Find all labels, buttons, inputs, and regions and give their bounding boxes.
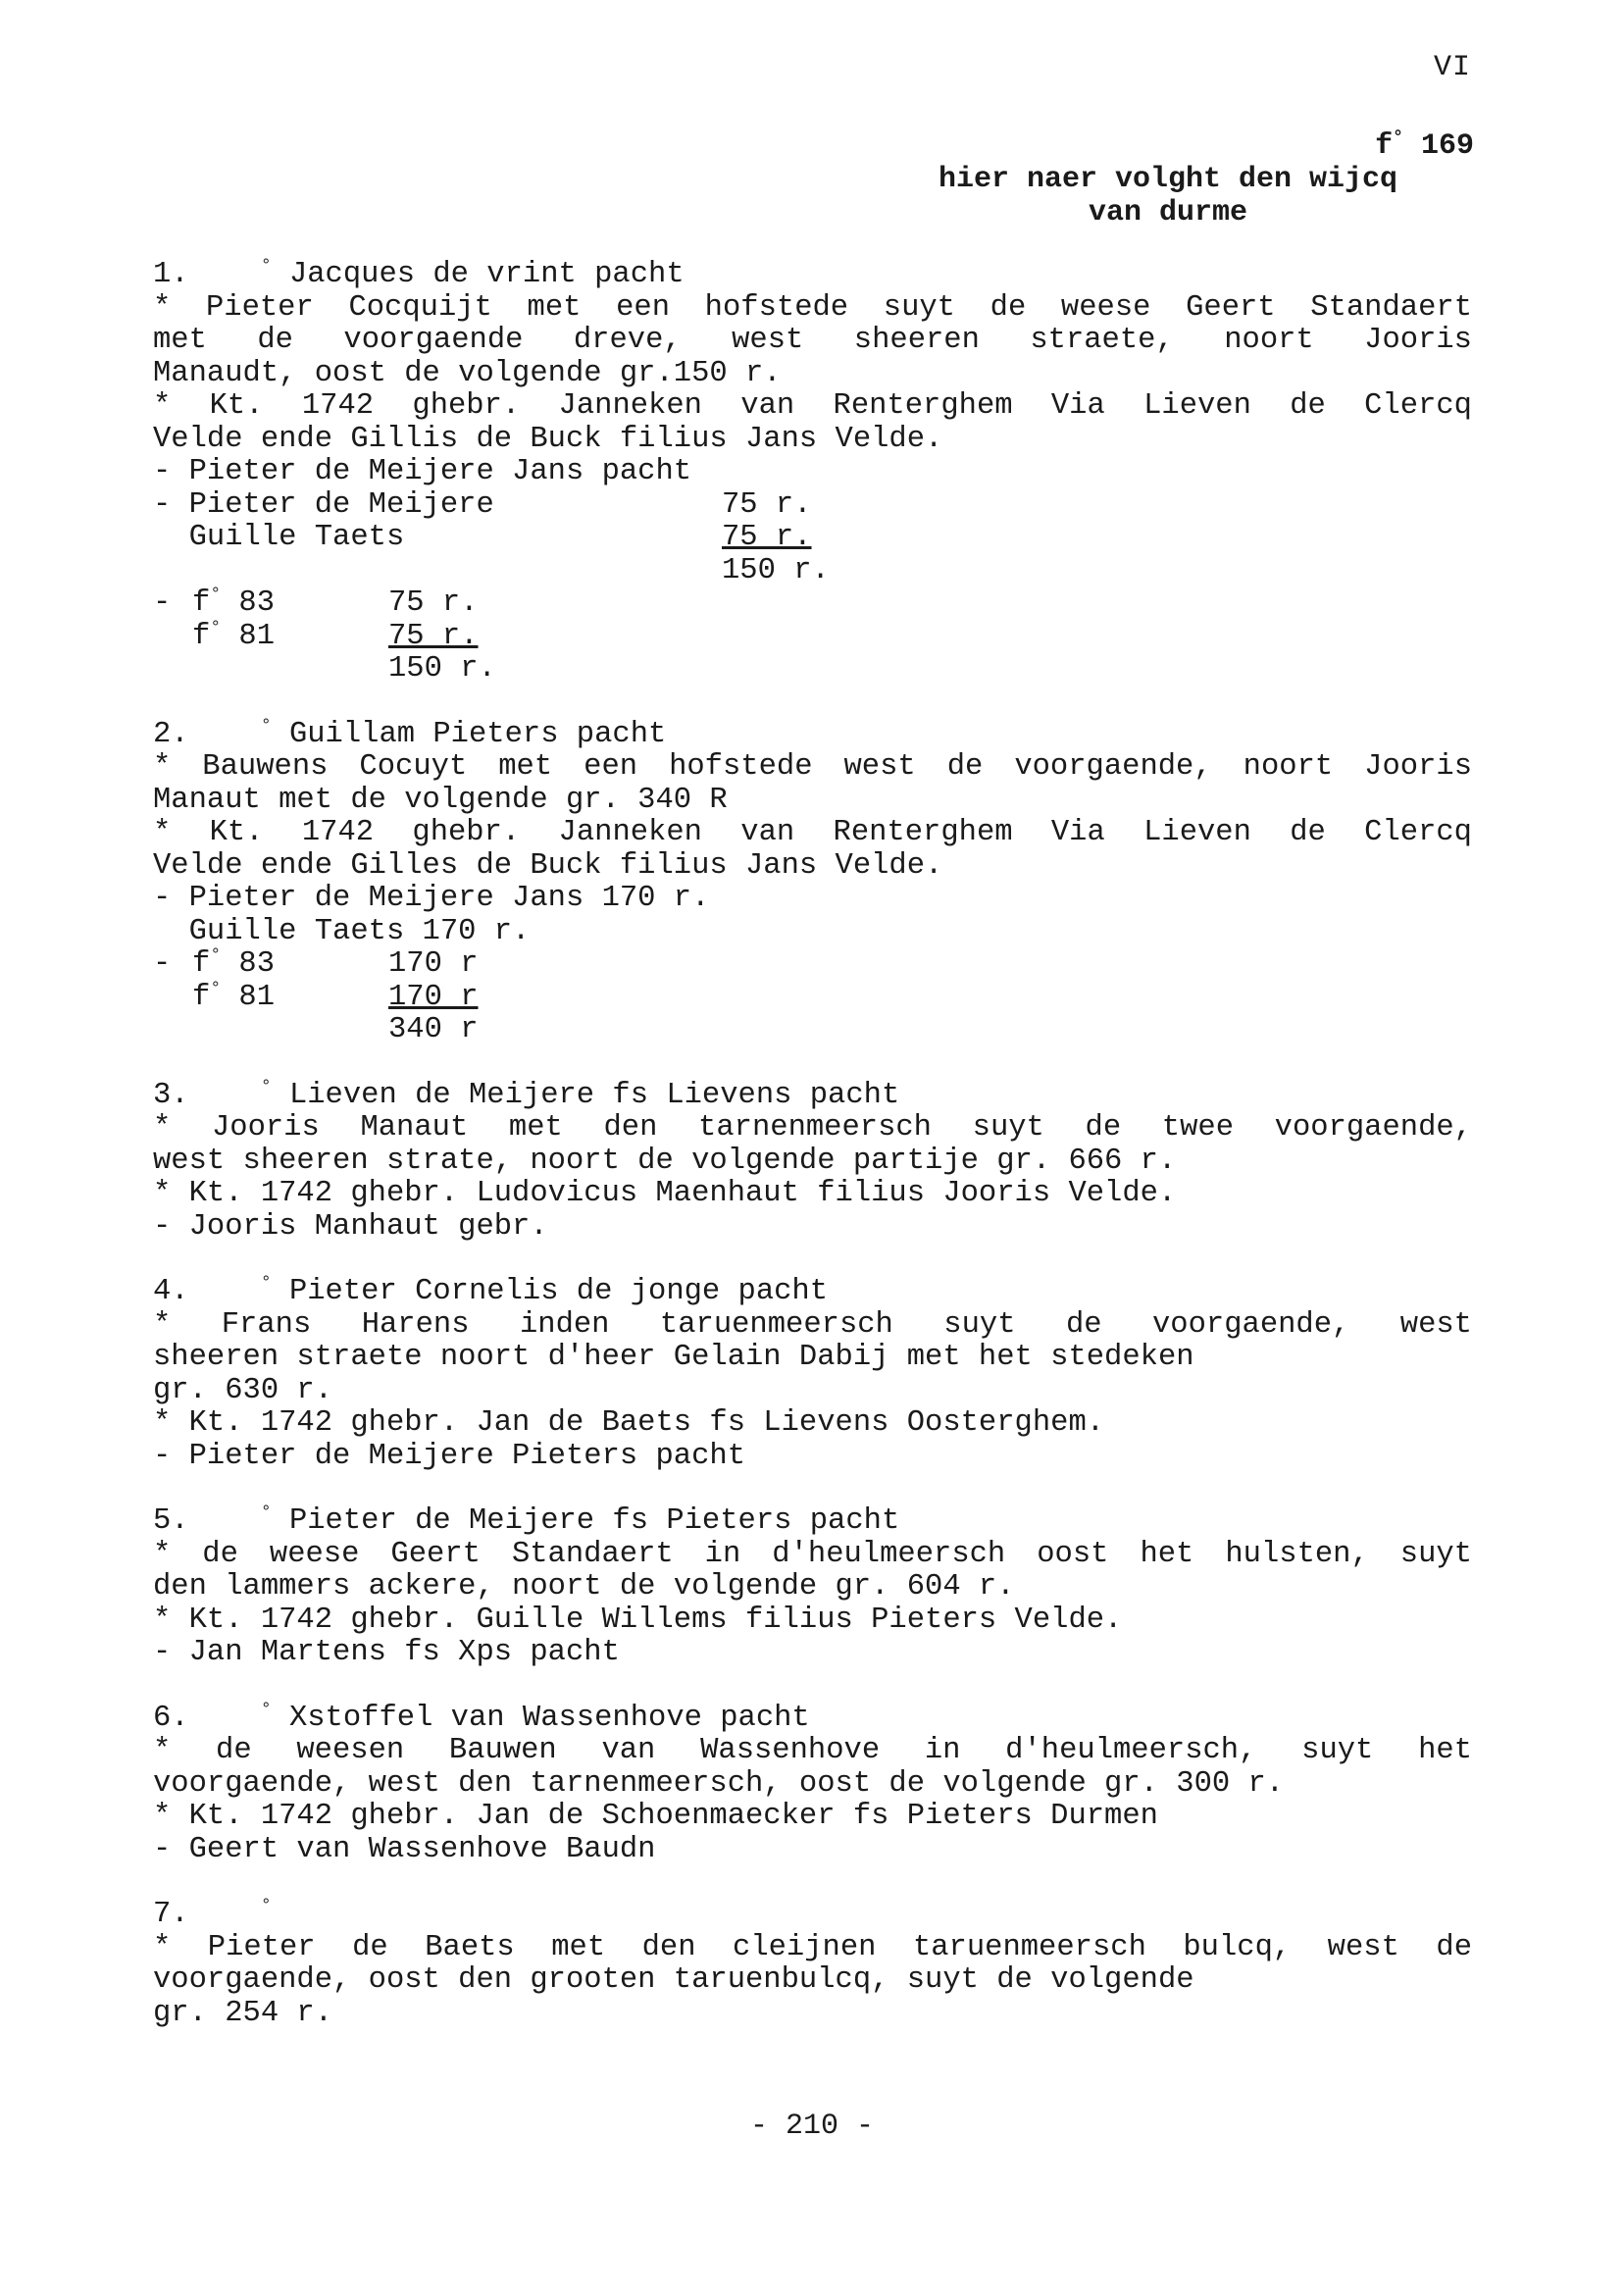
entry-line: * Frans Harens inden taruenmeersch suyt de voorgaende, west xyxy=(153,1307,1472,1342)
entry-line: - Pieter de Meijere Pieters pacht xyxy=(153,1439,745,1473)
entry-3 xyxy=(153,1077,1472,1245)
entry-line: * de weesen Bauwen van Wassenhove in d'heulmeersch, suyt het xyxy=(153,1734,1472,1767)
folio-reference: f° 169 xyxy=(1375,128,1474,163)
heading-line-2: van durme xyxy=(1088,196,1248,229)
entry-line: Velde ende Gillis de Buck filius Jans Velde. xyxy=(153,422,943,456)
entry-line: * Kt. 1742 ghebr. Janneken van Renterghem Via Lieven de Clercq xyxy=(153,816,1472,849)
entry-line: * Kt. 1742 ghebr. Jan de Schoenmaecker fs Pieters Durmen xyxy=(153,1800,1158,1833)
entry-header: 7. ° xyxy=(153,1896,272,1931)
entry-header: 6. ° Xstoffel van Wassenhove pacht xyxy=(153,1700,810,1735)
entry-line: * Bauwens Cocuyt met een hofstede west de voorgaende, noort Jooris xyxy=(153,750,1472,784)
entry-line: * Kt. 1742 ghebr. Ludovicus Maenhaut filius Jooris Velde. xyxy=(153,1177,1177,1210)
entry-line: * Kt. 1742 ghebr. Janneken van Renterghem Via Lieven de Clercq xyxy=(153,389,1472,423)
entry-2 xyxy=(153,716,1472,1047)
entry-header: 4. ° Pieter Cornelis de jonge pacht xyxy=(153,1273,829,1308)
folio-tally-total: 340 r xyxy=(388,1013,479,1046)
entry-header: 5. ° Pieter de Meijere fs Pieters pacht xyxy=(153,1502,900,1538)
entry-line: - Pieter de Meijere Jans pacht xyxy=(153,455,692,488)
entry-1 xyxy=(153,256,1472,687)
entry-line: * Jooris Manaut met den tarnenmeersch suyt de twee voorgaende, xyxy=(153,1111,1472,1145)
document-body xyxy=(153,256,1472,2062)
entry-line: Guille Taets 170 r. xyxy=(153,914,531,948)
entry-line: gr. 630 r. xyxy=(153,1373,333,1407)
folio-tally-row: - f° 83 75 r. xyxy=(153,585,479,620)
entry-line: - Jooris Manhaut gebr. xyxy=(153,1209,548,1244)
entry-4 xyxy=(153,1273,1472,1473)
entry-line: west sheeren strate, noort de volgende partije gr. 666 r. xyxy=(153,1144,1177,1178)
folio-tally-total: 150 r. xyxy=(388,652,496,686)
entry-line: sheeren straete noort d'heer Gelain Dabij met het stedeken xyxy=(153,1341,1194,1374)
entry-line: - Geert van Wassenhove Baudn xyxy=(153,1832,656,1866)
entry-line: * Pieter Cocquijt met een hofstede suyt de weese Geert Standaert xyxy=(153,290,1472,325)
folio-tally-row: f° 81 170 r xyxy=(192,979,479,1014)
entry-line: * de weese Geert Standaert in d'heulmeersch oost het hulsten, suyt xyxy=(153,1537,1472,1571)
folio-tally-row: f° 81 75 r. xyxy=(192,618,479,653)
entry-line: Manaudt, oost de volgende gr.150 r. xyxy=(153,356,782,390)
entry-line: met de voorgaende dreve, west sheeren straete, noort Jooris xyxy=(153,324,1472,357)
entry-5 xyxy=(153,1502,1472,1670)
entry-line: - Pieter de Meijere Jans 170 r. xyxy=(153,882,710,915)
entry-header: 1. ° Jacques de vrint pacht xyxy=(153,256,685,291)
page-label: VI xyxy=(1433,51,1471,84)
entry-6 xyxy=(153,1700,1472,1867)
entry-header: 3. ° Lieven de Meijere fs Lievens pacht xyxy=(153,1077,900,1112)
tally-total-row: 150 r. xyxy=(722,553,830,587)
entry-line: den lammers ackere, noort de volgende gr. 604 r. xyxy=(153,1570,1015,1604)
page-number: - 210 - xyxy=(749,2110,875,2143)
tally-row: - Pieter de Meijere 75 r. xyxy=(153,487,812,522)
entry-line: - Jan Martens fs Xps pacht xyxy=(153,1636,620,1669)
entry-line: Manaut met de volgende gr. 340 R xyxy=(153,783,728,817)
tally-row: Guille Taets 75 r. xyxy=(153,521,812,554)
entry-7 xyxy=(153,1896,1472,2030)
entry-line: * Kt. 1742 ghebr. Guille Willems filius Pieters Velde. xyxy=(153,1603,1123,1637)
entry-line: gr. 254 r. xyxy=(153,1996,333,2030)
folio-tally-row: - f° 83 170 r xyxy=(153,945,479,981)
heading-line-1: hier naer volght den wijcq xyxy=(938,163,1398,196)
section-heading xyxy=(874,163,1462,229)
entry-line: * Kt. 1742 ghebr. Jan de Baets fs Lievens Oosterghem. xyxy=(153,1406,1105,1440)
entry-line: * Pieter de Baets met den cleijnen taruenmeersch bulcq, west de xyxy=(153,1930,1472,1964)
entry-line: Velde ende Gilles de Buck filius Jans Velde. xyxy=(153,848,943,883)
entry-header: 2. ° Guillam Pieters pacht xyxy=(153,716,667,751)
entry-line: voorgaende, oost den grooten taruenbulcq, suyt de volgende xyxy=(153,1963,1194,1997)
entry-line: voorgaende, west den tarnenmeersch, oost de volgende gr. 300 r. xyxy=(153,1766,1285,1801)
